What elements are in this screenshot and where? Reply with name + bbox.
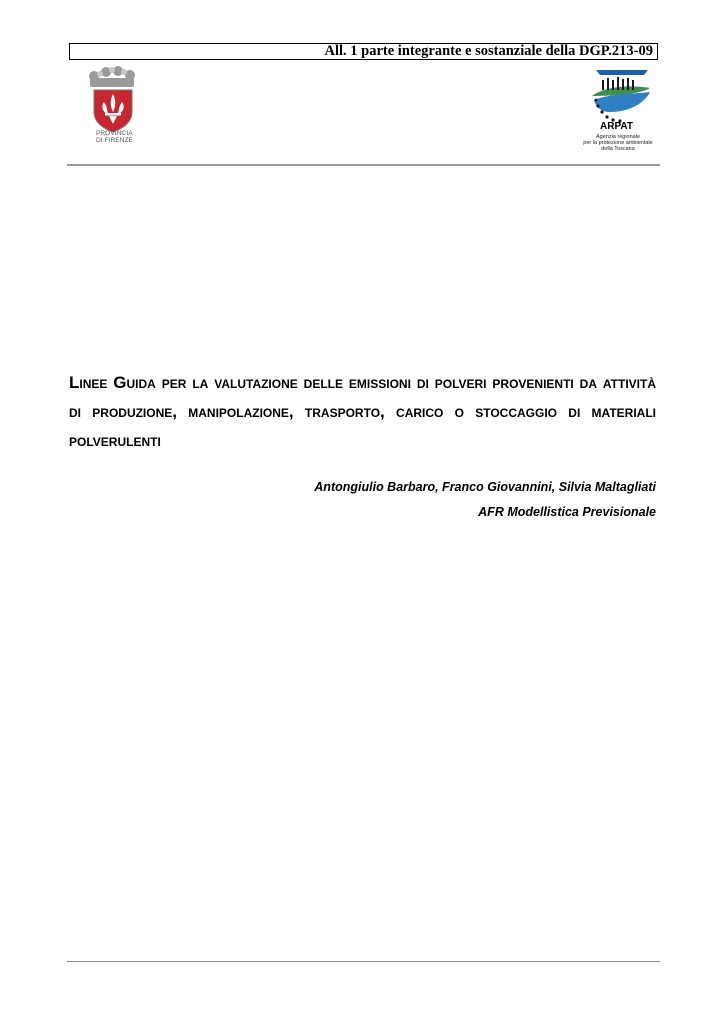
document-authors: Antongiulio Barbaro, Franco Giovannini, Silvia Maltagliati — [314, 480, 656, 494]
annex-note: All. 1 parte integrante e sostanziale della DGP.213-09 — [69, 43, 658, 60]
arpat-subtitle-line1: Agenzia regionale — [595, 134, 641, 140]
provincia-caption — [96, 130, 146, 144]
provincia-caption-line2: DI FIRENZE — [96, 137, 134, 144]
header-divider — [67, 164, 660, 166]
footer-divider — [67, 961, 660, 962]
arpat-subtitle-line2: per la protezione ambientale — [583, 140, 653, 147]
arpat-subtitle — [578, 134, 658, 153]
arpat-name: ARPAT — [600, 121, 633, 132]
document-title: Linee Guida per la valutazione delle emissioni di polveri provenienti da attività di produzione, manipolazione, trasporto, carico o stoccaggio di materiali polverulenti — [69, 373, 656, 450]
document-organization: AFR Modellistica Previsionale — [478, 505, 656, 519]
provincia-caption-line1: PROVINCIA — [96, 130, 133, 137]
arpat-subtitle-line3: della Toscana — [601, 146, 635, 153]
